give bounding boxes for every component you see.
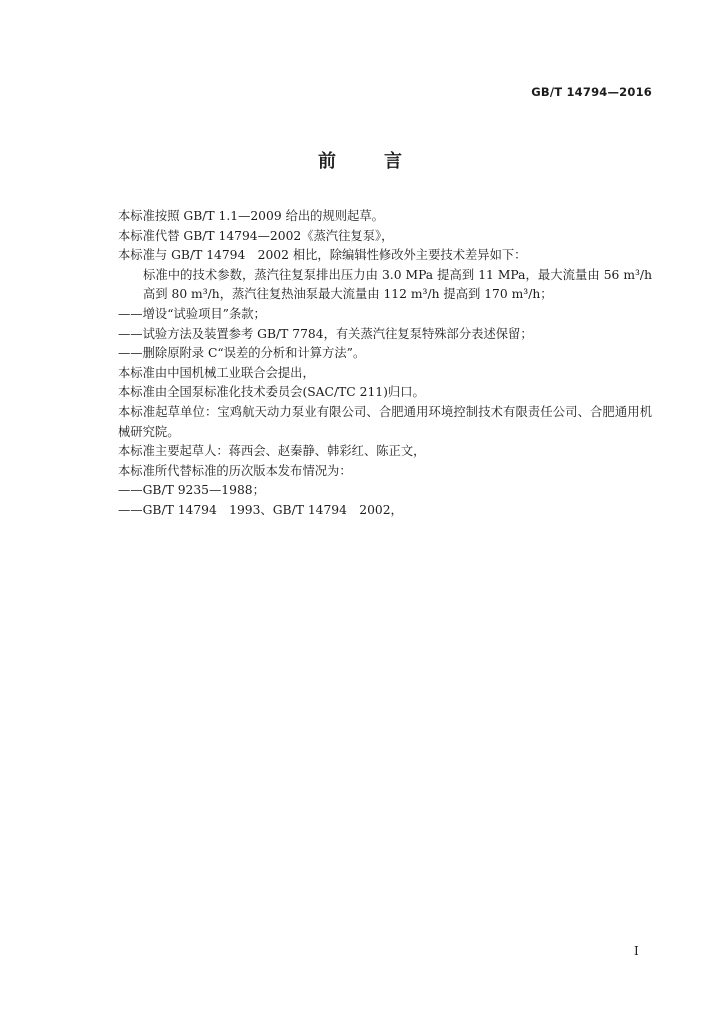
preface-line: 本标准所代替标准的历次版本发布情况为： xyxy=(118,463,352,478)
preface-list-item: ——增设“试验项目”条款； xyxy=(118,306,266,321)
preface-body xyxy=(118,207,652,521)
preface-list-item: ——删除原附录 C“误差的分析和计算方法”。 xyxy=(118,346,366,361)
preface-line: 本标准按照 GB/T 1.1—2009 给出的规则起草。 xyxy=(118,209,384,223)
preface-list-item: ——GB/T 9235—1988； xyxy=(118,483,265,498)
preface-line: 本标准代替 GB/T 14794—2002《蒸汽往复泵》， xyxy=(118,228,394,243)
preface-list-item: ——试验方法及装置参考 GB/T 7784，有关蒸汽往复泵特殊部分表述保留； xyxy=(118,326,533,341)
preface-line: 标准中的技术参数，蒸汽往复泵排出压力由 3.0 MPa 提高到 11 MPa，最大流量由 56 m³/h xyxy=(143,267,652,282)
preface-line: 本标准由中国机械工业联合会提出， xyxy=(118,365,315,380)
page-number: I xyxy=(634,944,639,958)
preface-line: 本标准起草单位：宝鸡航天动力泵业有限公司、合肥通用环境控制技术有限责任公司、合肥通用机 xyxy=(118,404,652,419)
preface-line: 本标准主要起草人：蒋西会、赵秦静、韩彩红、陈正文， xyxy=(118,444,426,459)
standard-number-header: GB/T 14794—2016 xyxy=(531,85,652,99)
preface-line: 高到 80 m³/h，蒸汽往复热油泵最大流量由 112 m³/h 提高到 170 m³/h； xyxy=(143,287,553,302)
preface-line: 本标准由全国泵标准化技术委员会(SAC/TC 211)归口。 xyxy=(118,385,425,400)
preface-list-item: ——GB/T 14794 1993、GB/T 14794 2002， xyxy=(118,502,403,517)
preface-line: 械研究院。 xyxy=(118,424,180,439)
page-title: 前 言 xyxy=(318,151,406,172)
preface-line: 本标准与 GB/T 14794 2002 相比，除编辑性修改外主要技术差异如下： xyxy=(118,248,527,263)
